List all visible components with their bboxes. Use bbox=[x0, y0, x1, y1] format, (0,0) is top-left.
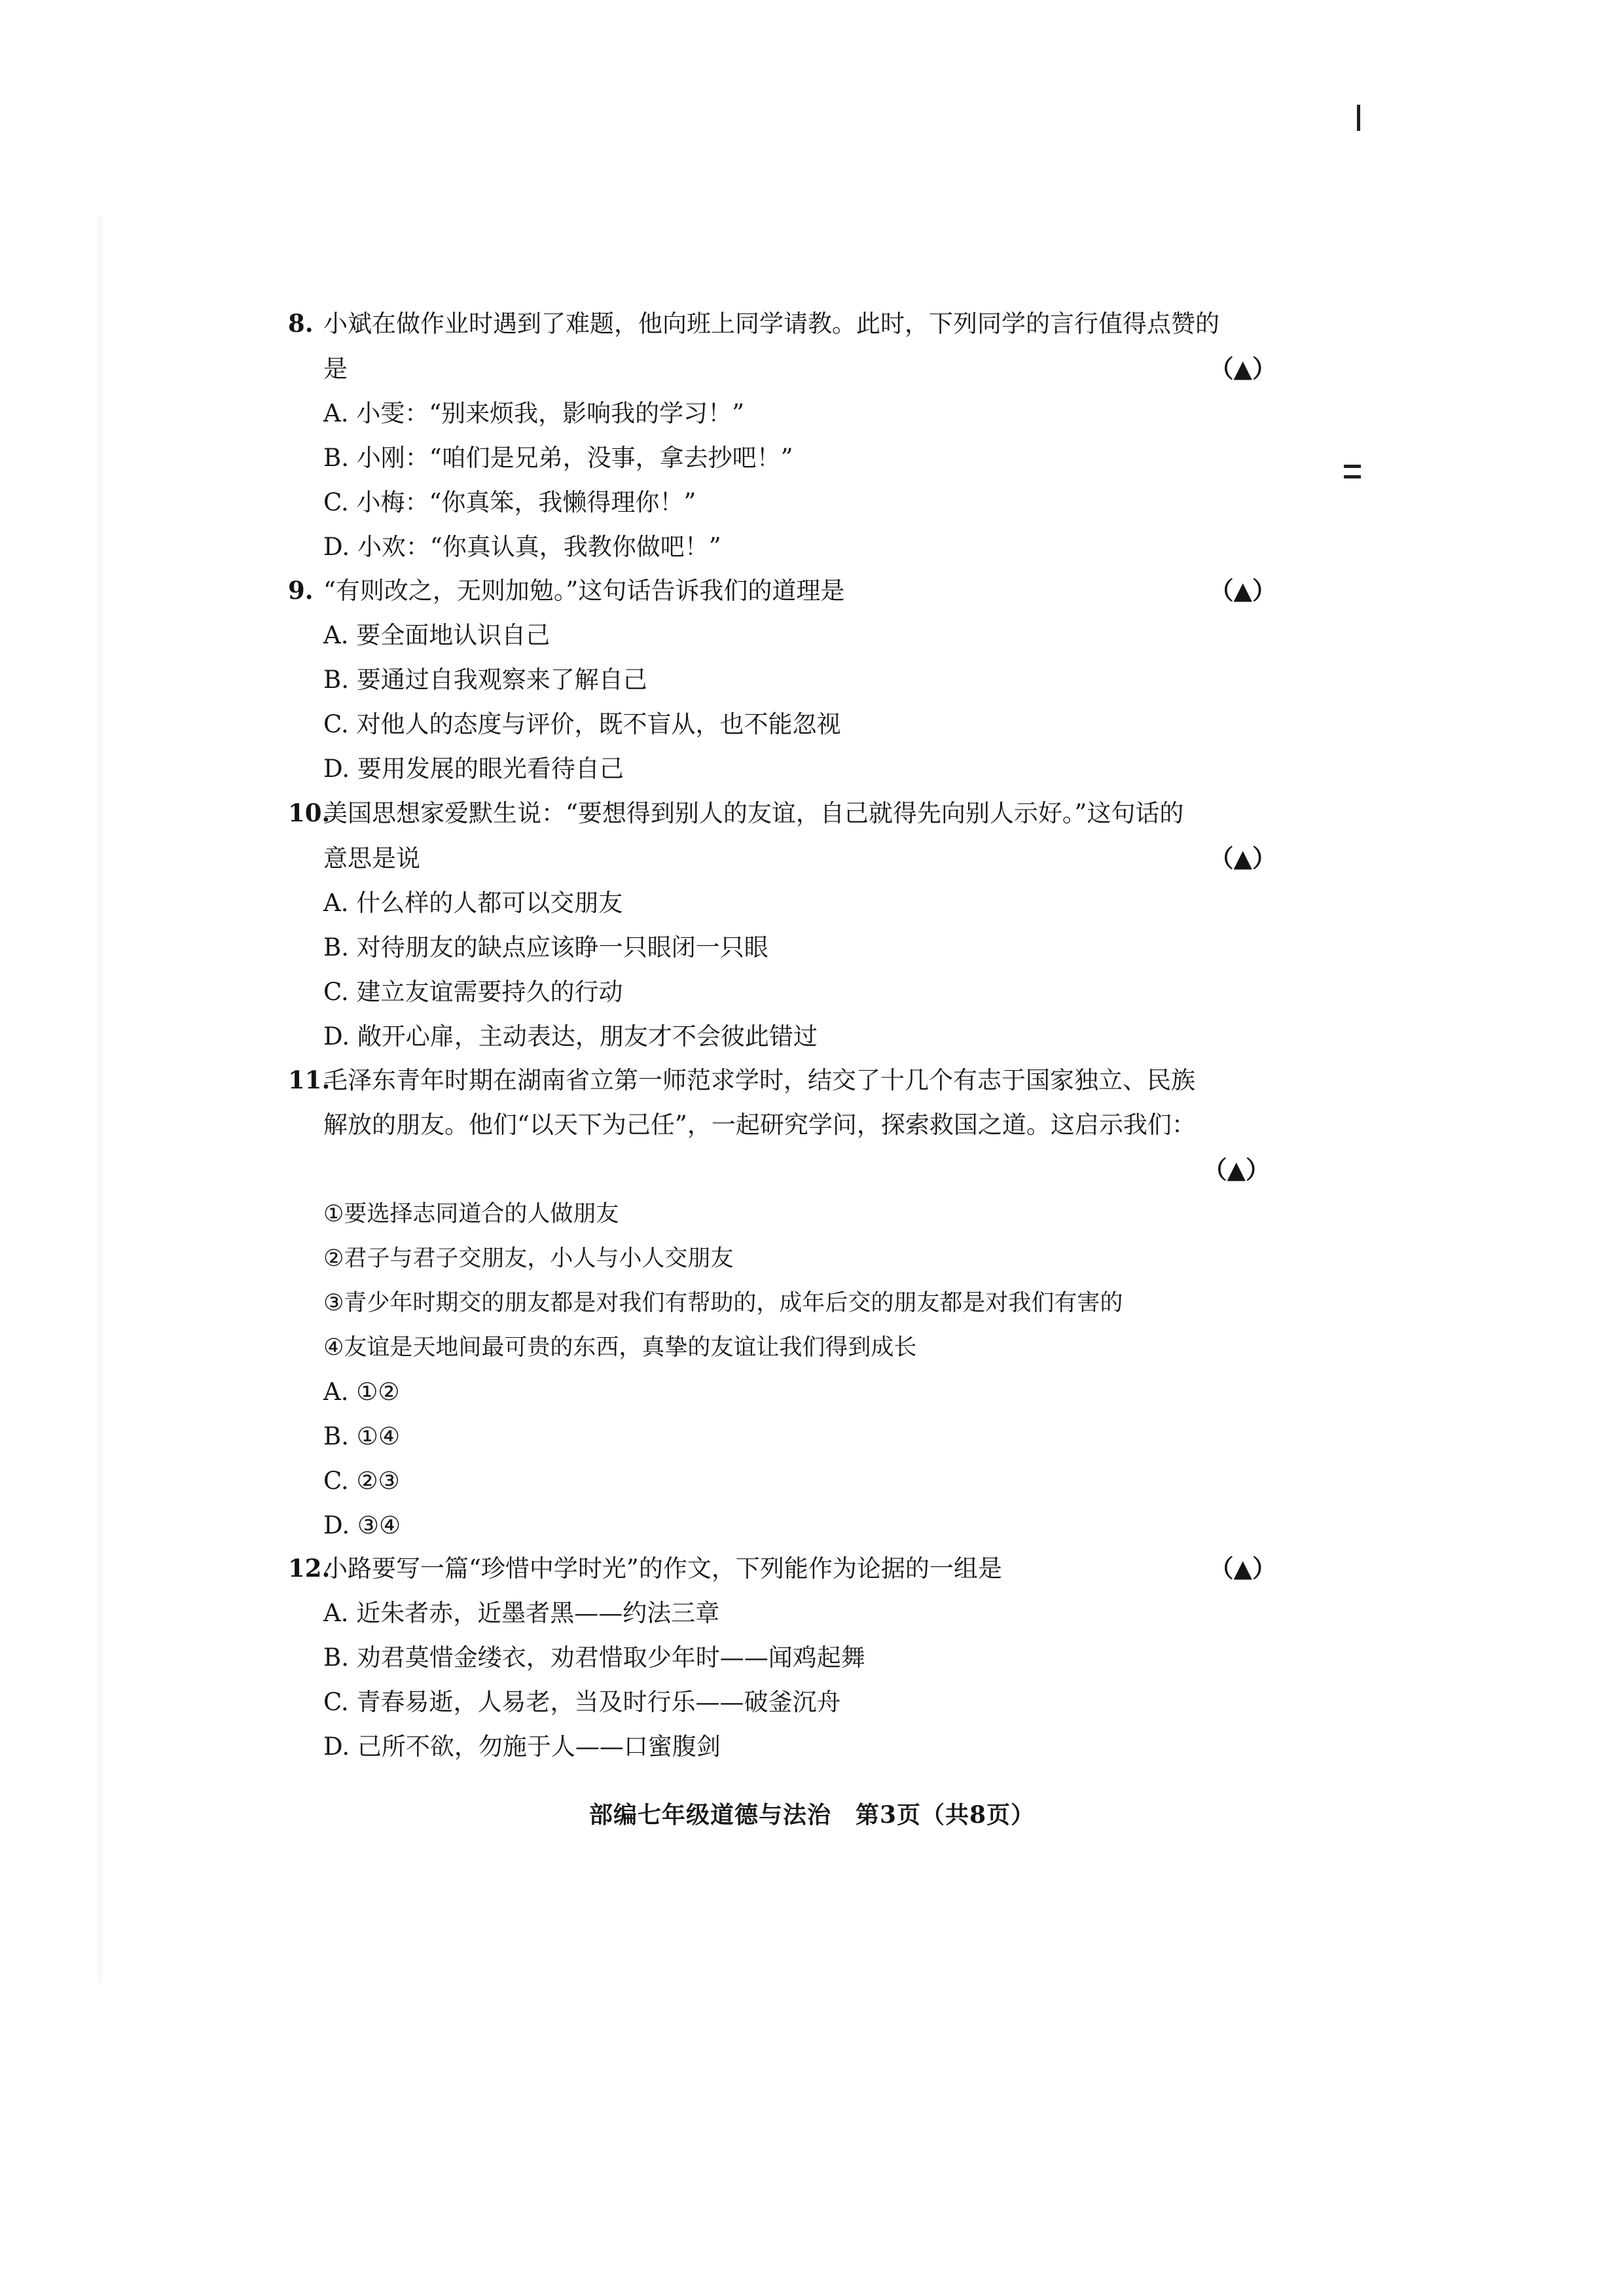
option-b: B. 对待朋友的缺点应该睁一只眼闭一只眼 bbox=[323, 933, 768, 961]
question-stem: 小路要写一篇“珍惜中学时光”的作文，下列能作为论据的一组是 bbox=[323, 1554, 1002, 1583]
question-stem: 美国思想家爱默生说：“要想得到别人的友谊，自己就得先向别人示好。”这句话的 bbox=[323, 799, 1184, 827]
option-c: C. 建立友谊需要持久的行动 bbox=[323, 978, 623, 1006]
option-a: A. 近朱者赤，近墨者黑——约法三章 bbox=[323, 1599, 720, 1627]
question-number: 8. bbox=[288, 309, 314, 338]
answer-mark: （▲） bbox=[1202, 1155, 1270, 1184]
question-11 bbox=[288, 1058, 1276, 1548]
statement-1: ①要选择志同道合的人做朋友 bbox=[323, 1201, 619, 1227]
answer-mark: （▲） bbox=[1209, 844, 1276, 872]
option-c: C. 对他人的态度与评价，既不盲从，也不能忽视 bbox=[323, 710, 841, 738]
question-stem: 毛泽东青年时期在湖南省立第一师范求学时，结交了十几个有志于国家独立、民族 bbox=[323, 1066, 1195, 1094]
answer-mark: （▲） bbox=[1209, 354, 1276, 383]
question-12 bbox=[288, 1546, 1276, 1769]
question-stem: 小斌在做作业时遇到了难题，他向班上同学请教。此时，下列同学的言行值得点赞的 bbox=[323, 310, 1219, 338]
option-d: D. 己所不欲，勿施于人——口蜜腹剑 bbox=[323, 1732, 721, 1761]
question-stem-continued: 是 bbox=[323, 355, 348, 383]
question-8 bbox=[288, 301, 1276, 569]
page-footer: 部编七年级道德与法治 第3页（共8页） bbox=[588, 1801, 1036, 1829]
option-d: D. 敞开心扉，主动表达，朋友才不会彼此错过 bbox=[323, 1022, 818, 1050]
statement-2: ②君子与君子交朋友，小人与小人交朋友 bbox=[323, 1246, 734, 1272]
option-c: C. 青春易逝，人易老，当及时行乐——破釜沉舟 bbox=[323, 1688, 841, 1716]
statement-3: ③青少年时期交的朋友都是对我们有帮助的，成年后交的朋友都是对我们有害的 bbox=[323, 1290, 1123, 1316]
option-list bbox=[288, 881, 1276, 1059]
option-d: D. ③④ bbox=[323, 1511, 401, 1539]
question-number: 10. bbox=[288, 798, 331, 827]
option-c: C. ②③ bbox=[323, 1467, 400, 1495]
option-list bbox=[288, 1591, 1276, 1769]
question-stem-continued: 意思是说 bbox=[323, 844, 420, 872]
question-number: 11. bbox=[288, 1066, 331, 1094]
option-b: B. 劝君莫惜金缕衣，劝君惜取少年时——闻鸡起舞 bbox=[323, 1643, 865, 1672]
option-a: A. ①② bbox=[323, 1378, 400, 1406]
question-9 bbox=[288, 568, 1276, 791]
option-a: A. 什么样的人都可以交朋友 bbox=[323, 889, 623, 917]
question-stem: “有则改之，无则加勉。”这句话告诉我们的道理是 bbox=[323, 577, 845, 605]
option-list bbox=[288, 391, 1276, 569]
option-c: C. 小梅：“你真笨，我懒得理你！” bbox=[323, 488, 696, 516]
option-d: D. 小欢：“你真认真，我教你做吧！” bbox=[323, 533, 721, 561]
option-b: B. 要通过自我观察来了解自己 bbox=[323, 666, 647, 694]
answer-mark: （▲） bbox=[1209, 1554, 1276, 1583]
option-a: A. 要全面地认识自己 bbox=[323, 621, 550, 649]
statement-list bbox=[288, 1192, 1276, 1370]
question-stem-continued: 解放的朋友。他们“以天下为己任”，一起研究学问，探索救国之道。这启示我们： bbox=[323, 1111, 1196, 1139]
option-b: B. ①④ bbox=[323, 1422, 401, 1450]
option-b: B. 小刚：“咱们是兄弟，没事，拿去抄吧！” bbox=[323, 444, 793, 472]
option-list bbox=[288, 1370, 1276, 1548]
question-10 bbox=[288, 791, 1276, 1059]
option-a: A. 小雯：“别来烦我，影响我的学习！” bbox=[323, 399, 745, 427]
answer-mark: （▲） bbox=[1209, 576, 1276, 605]
statement-4: ④友谊是天地间最可贵的东西，真挚的友谊让我们得到成长 bbox=[323, 1335, 917, 1361]
question-number: 12. bbox=[288, 1554, 331, 1583]
option-d: D. 要用发展的眼光看待自己 bbox=[323, 755, 624, 783]
question-number: 9. bbox=[288, 576, 314, 605]
option-list bbox=[288, 613, 1276, 791]
